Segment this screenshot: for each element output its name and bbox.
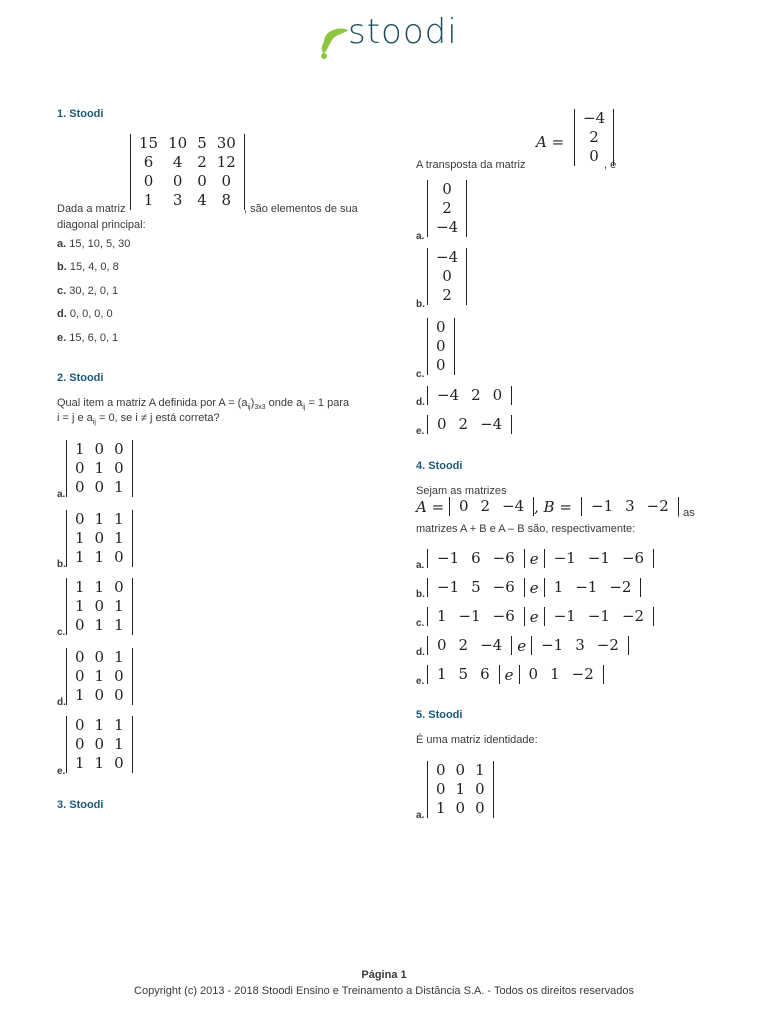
q4-option-c-separator: e [529, 608, 539, 626]
q4-option-e-separator: e [504, 666, 514, 684]
q2-option-a-cell: 1 [75, 440, 85, 458]
q1-matrix-left-bar [130, 134, 131, 210]
q3-option-c-cell: 0 [436, 356, 446, 374]
q4-option-d-difference-matrix[interactable] [528, 636, 632, 655]
q5-option-a-cell: 0 [436, 761, 446, 779]
q2-option-a-cell: 1 [94, 459, 105, 477]
q3-option-b-cell: 0 [442, 267, 452, 285]
q3-option-e-letter[interactable]: e. [416, 426, 425, 437]
footer-copyright: Copyright (c) 2013 - 2018 Stoodi Ensino e Treinamento a Distância S.A. - Todos os direitos reservados [134, 985, 634, 997]
q4-title: 4. Stoodi [416, 460, 463, 472]
q4-b-matrix [578, 497, 682, 516]
q1-matrix-cell: 6 [143, 153, 154, 171]
stoodi-logo [318, 12, 458, 62]
q2-option-c-cell: 1 [75, 578, 85, 596]
q2-option-d-cell: 1 [114, 648, 124, 666]
q4-option-c-difference-matrix[interactable] [541, 607, 657, 626]
q3-option-b-matrix[interactable] [424, 248, 470, 305]
q4-option-d-difference-cell: 3 [575, 636, 585, 654]
q4-option-c-difference-cell: −1 [587, 607, 610, 625]
q4-option-b-sum-left-bar [427, 578, 428, 597]
q1-matrix-cell: 15 [139, 134, 159, 152]
footer-page-number: Página 1 [361, 969, 407, 981]
q3-option-c-right-bar [454, 318, 455, 375]
q4-option-c-difference-cell: −1 [553, 607, 576, 625]
q2-option-d-cell: 0 [114, 667, 124, 685]
q4-option-c-letter[interactable]: c. [416, 618, 425, 629]
q2-option-b-cell: 1 [94, 510, 105, 528]
q5-option-a-matrix[interactable] [424, 761, 497, 818]
q5-option-a-cell: 0 [455, 761, 466, 779]
q2-option-a-matrix[interactable] [63, 440, 136, 497]
q4-option-a-sum-matrix[interactable] [424, 549, 528, 568]
q2-option-d-cell: 0 [75, 648, 85, 666]
q5-option-a-cell: 0 [455, 799, 466, 817]
q4-option-b-letter[interactable]: b. [416, 589, 425, 600]
q3-matrix-cell: 0 [589, 147, 599, 165]
q4-option-b-difference-cell: −2 [609, 578, 632, 596]
q2-option-e-cell: 0 [75, 716, 85, 734]
q1-matrix-cell: 5 [197, 134, 207, 152]
q3-option-e-cell: 2 [458, 415, 469, 433]
q3-option-b-cell: −4 [436, 248, 459, 266]
q4-option-e-sum-matrix[interactable] [424, 665, 503, 684]
q4-option-e-difference-cell: 1 [550, 665, 560, 683]
q5-option-a-cell: 1 [475, 761, 485, 779]
q1-prefix: Dada a matriz [57, 203, 126, 215]
q2-option-e-cell: 0 [75, 735, 85, 753]
q2-line1: Qual item a matriz A definida por $A = (a_{ij})_{3x3}$ onde $a_{ij} = 1$ para [57, 397, 350, 412]
q2-line2: i = j e $a_{ij} = 0$, se i ≠ j está correta? [57, 412, 220, 427]
q2-option-b-cell: 1 [94, 548, 105, 566]
q4-option-d-sum-cell: 0 [437, 636, 447, 654]
q1-option-b[interactable]: b. 15, 4, 0, 8 [57, 261, 119, 273]
logo-text: stoodi [348, 12, 458, 52]
q1-matrix-cell: 10 [168, 134, 188, 152]
q3-title: 3. Stoodi [57, 799, 104, 811]
q2-option-e-cell: 1 [94, 754, 105, 772]
q4-option-c-sum-cell: −6 [492, 607, 515, 625]
q3-option-d-cell: 0 [492, 386, 503, 404]
q3-option-c-left-bar [427, 318, 428, 375]
q2-option-e-cell: 1 [114, 716, 124, 734]
q4-option-d-sum-cell: 2 [458, 636, 469, 654]
q4-option-a-sum-left-bar [427, 549, 428, 568]
q4-option-d-difference-left-bar [531, 636, 532, 655]
q4-a-matrix-cell: −4 [502, 497, 525, 515]
q2-option-d-right-bar [132, 648, 133, 705]
q2-option-a-cell: 0 [75, 478, 85, 496]
q2-option-d-letter[interactable]: d. [57, 697, 66, 708]
q1-matrix-cell: 12 [216, 153, 236, 171]
q4-option-a-sum-right-bar [524, 549, 525, 568]
q2-option-a-right-bar [132, 440, 133, 497]
q4-option-b-separator: e [529, 579, 539, 597]
q2-option-a-cell: 0 [114, 440, 124, 458]
q2-option-e-cell: 0 [94, 735, 105, 753]
q2-option-d-left-bar [66, 648, 67, 705]
q3-option-c-cell: 0 [436, 318, 446, 336]
q4-a-label: A = [416, 498, 445, 516]
q4-a-matrix-cell: 2 [480, 497, 491, 515]
q4-option-d-difference-right-bar [628, 636, 629, 655]
q2-option-b-cell: 0 [75, 510, 85, 528]
q4-option-c-sum-cell: 1 [437, 607, 447, 625]
q4-option-c-sum-matrix[interactable] [424, 607, 528, 626]
q1-option-a[interactable]: a. 15, 10, 5, 30 [57, 238, 131, 250]
q3-option-b-right-bar [466, 248, 467, 305]
q4-option-e-letter[interactable]: e. [416, 676, 425, 687]
q1-matrix-cell: 4 [197, 191, 207, 209]
q2-option-b-cell: 1 [114, 529, 124, 547]
q2-option-e-left-bar [66, 716, 67, 773]
q4-option-e-sum-cell: 5 [458, 665, 469, 683]
q4-option-a-difference-matrix[interactable] [541, 549, 657, 568]
q3-prefix: A transposta da matriz [416, 159, 526, 171]
q2-option-e-cell: 1 [75, 754, 85, 772]
q3-matrix-cell: 2 [589, 128, 599, 146]
q3-option-e-cell: 0 [437, 415, 447, 433]
q2-option-b-cell: 1 [75, 529, 85, 547]
q4-option-e-difference-right-bar [603, 665, 604, 684]
q3-option-b-cell: 2 [442, 286, 452, 304]
q2-option-a-cell: 0 [114, 459, 124, 477]
q4-option-a-difference-cell: −1 [553, 549, 576, 567]
q4-option-b-sum-cell: −1 [437, 578, 460, 596]
q4-a-matrix-left-bar [449, 497, 450, 516]
q4-option-c-difference-left-bar [544, 607, 545, 626]
q4-option-e-difference-cell: −2 [571, 665, 594, 683]
q4-option-b-difference-right-bar [640, 578, 641, 597]
q3-option-d-matrix[interactable] [424, 386, 515, 405]
q5-option-a-letter[interactable]: a. [416, 810, 425, 821]
q1-line2: diagonal principal: [57, 219, 146, 231]
q2-option-d-matrix[interactable] [63, 648, 136, 705]
q4-option-d-difference-cell: −1 [541, 636, 564, 654]
q3-option-e-right-bar [511, 415, 512, 434]
q4-b-matrix-cell: −1 [591, 497, 614, 515]
q1-matrix-cell: 0 [143, 172, 154, 190]
q5-title: 5. Stoodi [416, 709, 463, 721]
q2-option-a-cell: 0 [75, 459, 85, 477]
q4-b-matrix-left-bar [581, 497, 582, 516]
q4-option-c-difference-right-bar [653, 607, 654, 626]
q4-option-e-difference-left-bar [519, 665, 520, 684]
q2-option-c-cell: 1 [94, 616, 105, 634]
q2-option-c-matrix[interactable] [63, 578, 136, 635]
q3-suffix: , é [604, 159, 617, 171]
q4-intro: Sejam as matrizes [416, 485, 507, 497]
q4-b-matrix-cell: −2 [646, 497, 669, 515]
q1-matrix-cell: 3 [172, 191, 183, 209]
q4-option-d-sum-cell: −4 [480, 636, 503, 654]
q2-option-d-cell: 0 [75, 667, 85, 685]
q4-option-b-sum-cell: −6 [492, 578, 515, 596]
q2-option-c-cell: 1 [114, 597, 124, 615]
q2-option-b-right-bar [132, 510, 133, 567]
q1-option-d[interactable]: d. 0, 0, 0, 0 [57, 308, 113, 320]
q2-option-c-cell: 1 [114, 616, 124, 634]
q3-option-c-matrix[interactable] [424, 318, 458, 375]
q3-option-e-left-bar [427, 415, 428, 434]
q2-option-b-letter[interactable]: b. [57, 559, 66, 570]
q1-title: 1. Stoodi [57, 108, 104, 120]
q2-option-e-cell: 1 [94, 716, 105, 734]
q4-option-d-sum-left-bar [427, 636, 428, 655]
q4-option-d-difference-cell: −2 [596, 636, 619, 654]
q4-option-d-sum-right-bar [511, 636, 512, 655]
q3-option-a-cell: 0 [442, 180, 452, 198]
q2-option-b-cell: 0 [94, 529, 105, 547]
q2-option-b-cell: 1 [114, 510, 124, 528]
q2-option-d-cell: 1 [75, 686, 85, 704]
q3-option-a-matrix[interactable] [424, 180, 470, 237]
q2-option-d-cell: 0 [114, 686, 124, 704]
q2-option-c-cell: 0 [114, 578, 124, 596]
q3-option-a-cell: −4 [436, 218, 459, 236]
q4-option-a-difference-right-bar [653, 549, 654, 568]
q4-option-b-difference-matrix[interactable] [541, 578, 645, 597]
q1-option-e[interactable]: e. 15, 6, 0, 1 [57, 332, 119, 344]
q4-option-e-sum-right-bar [499, 665, 500, 684]
q2-option-a-cell: 0 [94, 440, 105, 458]
q3-option-a-letter[interactable]: a. [416, 231, 425, 242]
q4-option-a-sum-cell: 6 [471, 549, 481, 567]
q4-option-d-separator: e [517, 637, 527, 655]
q2-title: 2. Stoodi [57, 372, 104, 384]
q2-option-b-cell: 0 [114, 548, 124, 566]
q1-matrix-cell: 30 [216, 134, 236, 152]
q5-option-a-cell: 0 [475, 780, 485, 798]
q4-option-e-difference-matrix[interactable] [516, 665, 607, 684]
q4-option-e-difference-cell: 0 [528, 665, 539, 683]
q4-a-matrix [446, 497, 537, 516]
q1-matrix-cell: 0 [221, 172, 232, 190]
q3-option-c-letter[interactable]: c. [416, 369, 425, 380]
q5-option-a-cell: 0 [436, 780, 446, 798]
q1-matrix-cell: 2 [197, 153, 207, 171]
q3-option-d-letter[interactable]: d. [416, 397, 425, 408]
q3-matrix-cell: −4 [583, 109, 606, 127]
q3-option-d-left-bar [427, 386, 428, 405]
q2-option-d-cell: 1 [94, 667, 105, 685]
q2-option-c-left-bar [66, 578, 67, 635]
q4-suffix: , as [677, 507, 695, 519]
q4-option-b-sum-right-bar [524, 578, 525, 597]
q2-option-b-cell: 1 [75, 548, 85, 566]
q4-b-label: , B = [534, 498, 572, 516]
q1-suffix: , são elementos de sua [244, 203, 358, 215]
q3-a-label: A = [536, 133, 565, 151]
q3-option-d-right-bar [511, 386, 512, 405]
q4-option-e-sum-left-bar [427, 665, 428, 684]
q2-option-c-cell: 1 [94, 578, 105, 596]
q4-option-b-difference-cell: 1 [553, 578, 564, 596]
q2-option-d-cell: 0 [94, 686, 105, 704]
q4-b-matrix-cell: 3 [625, 497, 635, 515]
q4-a-matrix-cell: 0 [459, 497, 469, 515]
q5-option-a-cell: 0 [475, 799, 485, 817]
q2-option-e-cell: 1 [114, 735, 124, 753]
q3-option-e-cell: −4 [480, 415, 503, 433]
q5-option-a-cell: 1 [436, 799, 446, 817]
q1-matrix-cell: 4 [172, 153, 183, 171]
q2-option-b-matrix[interactable] [63, 510, 136, 567]
q4-option-b-sum-matrix[interactable] [424, 578, 528, 597]
q5-option-a-cell: 1 [455, 780, 466, 798]
q2-option-c-cell: 0 [94, 597, 105, 615]
q1-matrix-cell: 1 [143, 191, 154, 209]
q4-option-c-sum-cell: −1 [458, 607, 481, 625]
q4-option-a-difference-cell: −1 [587, 549, 610, 567]
q1-matrix [127, 134, 248, 210]
q4-option-a-separator: e [529, 550, 539, 568]
q2-option-a-letter[interactable]: a. [57, 489, 66, 500]
q4-option-e-sum-cell: 1 [437, 665, 447, 683]
q3-option-a-right-bar [466, 180, 467, 237]
q2-option-e-matrix[interactable] [63, 716, 136, 773]
q4-option-b-difference-cell: −1 [575, 578, 598, 596]
q2-option-d-cell: 0 [94, 648, 105, 666]
q1-matrix-right-bar [244, 134, 245, 210]
q4-option-a-sum-cell: −1 [437, 549, 460, 567]
q2-option-e-letter[interactable]: e. [57, 766, 66, 777]
q2-option-c-cell: 1 [75, 597, 85, 615]
q2-option-c-letter[interactable]: c. [57, 627, 66, 638]
q1-option-c[interactable]: c. 30, 2, 0, 1 [57, 285, 119, 297]
q4-option-d-letter[interactable]: d. [416, 647, 425, 658]
q1-matrix-cell: 0 [172, 172, 183, 190]
q4-option-e-sum-cell: 6 [480, 665, 490, 683]
q4-option-c-difference-cell: −2 [621, 607, 645, 625]
q3-option-e-matrix[interactable] [424, 415, 515, 434]
q4-line2: matrizes A + B e A – B são, respectivamente: [416, 523, 636, 535]
q2-option-a-left-bar [66, 440, 67, 497]
q3-option-b-left-bar [427, 248, 428, 305]
q2-option-c-right-bar [132, 578, 133, 635]
q4-option-d-sum-matrix[interactable] [424, 636, 515, 655]
q4-option-a-difference-cell: −6 [621, 549, 645, 567]
q2-option-a-cell: 0 [94, 478, 105, 496]
q2-option-e-right-bar [132, 716, 133, 773]
q4-option-a-sum-cell: −6 [492, 549, 515, 567]
q3-option-d-cell: −4 [437, 386, 460, 404]
q4-option-b-difference-left-bar [544, 578, 545, 597]
q4-option-a-letter[interactable]: a. [416, 560, 425, 571]
q2-option-a-cell: 1 [114, 478, 124, 496]
q5-text: É uma matriz identidade: [416, 734, 538, 746]
q4-option-c-sum-left-bar [427, 607, 428, 626]
q4-option-c-sum-right-bar [524, 607, 525, 626]
q4-option-b-sum-cell: 5 [471, 578, 481, 596]
q4-option-a-difference-left-bar [544, 549, 545, 568]
q3-option-a-left-bar [427, 180, 428, 237]
logo-leaf-icon [318, 20, 352, 60]
q2-option-e-cell: 0 [114, 754, 124, 772]
q3-option-a-cell: 2 [442, 199, 452, 217]
q1-matrix-cell: 8 [221, 191, 232, 209]
q3-matrix-left-bar [574, 109, 575, 166]
q3-option-b-letter[interactable]: b. [416, 299, 425, 310]
q2-option-b-left-bar [66, 510, 67, 567]
q3-option-c-cell: 0 [436, 337, 446, 355]
q2-option-c-cell: 0 [75, 616, 85, 634]
q1-matrix-cell: 0 [197, 172, 207, 190]
q5-option-a-left-bar [427, 761, 428, 818]
q3-option-d-cell: 2 [471, 386, 481, 404]
q5-option-a-right-bar [493, 761, 494, 818]
